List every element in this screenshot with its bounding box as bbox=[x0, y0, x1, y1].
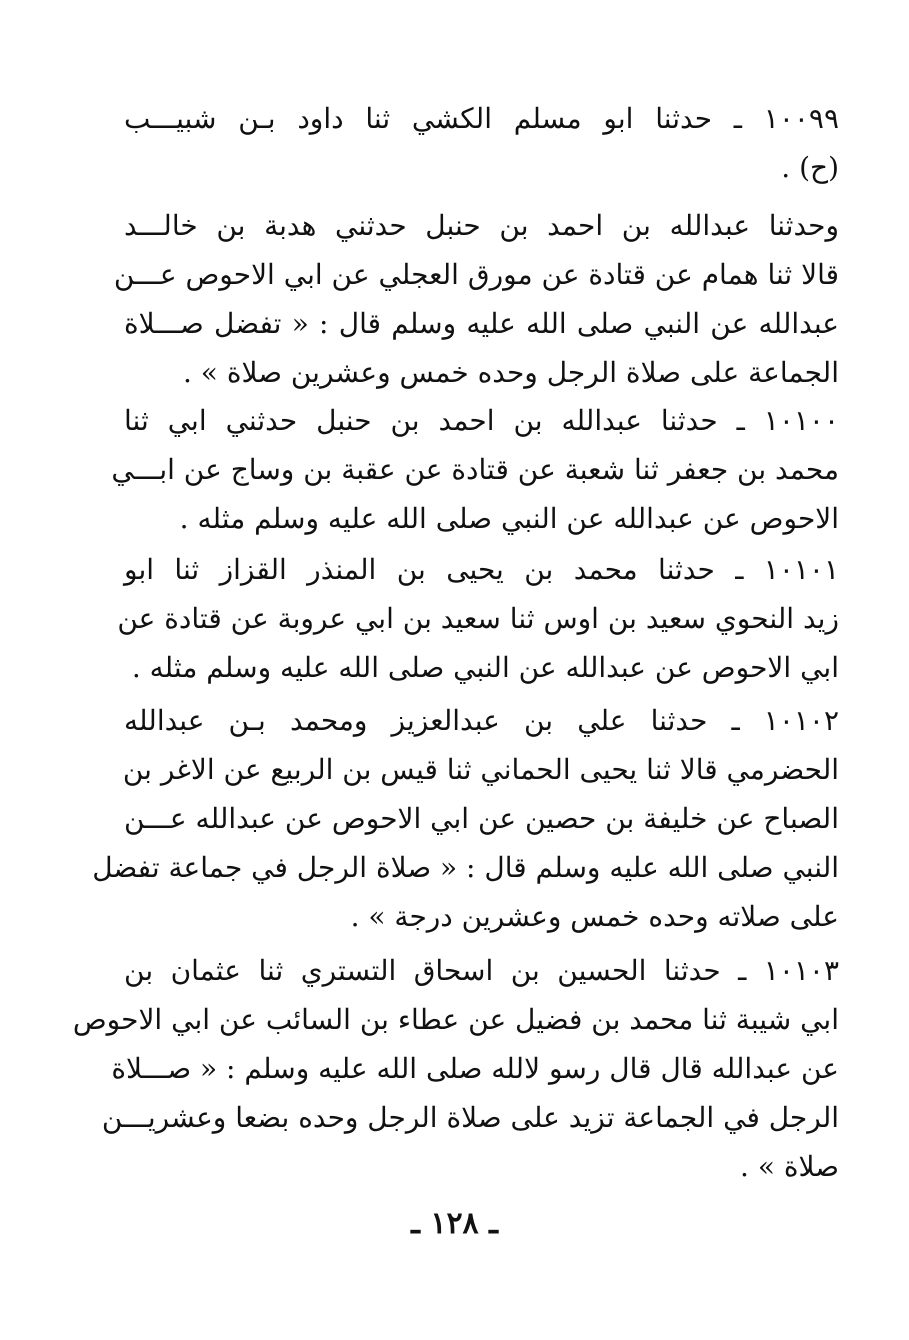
hadith-10102 bbox=[92, 696, 839, 941]
text-line: الحضرمي قالا ثنا يحيى الحماني ثنا قيس بن الربيع عن الاغر بن bbox=[122, 753, 839, 786]
hadith-10099-continuation bbox=[113, 201, 839, 397]
hadith-10099 bbox=[124, 94, 839, 192]
text-line: ١٠١٠٢ ـ حدثنا علي بن عبدالعزيز ومحمد بـن عبدالله bbox=[124, 704, 839, 737]
hadith-10100 bbox=[111, 396, 839, 543]
text-line: ١٠٠٩٩ ـ حدثنا ابو مسلم الكشي ثنا داود بـن شبيـــب bbox=[124, 102, 839, 135]
text-line: زيد النحوي سعيد بن اوس ثنا سعيد بن ابي عروبة عن قتادة عن bbox=[117, 602, 839, 635]
text-line: عن عبدالله قال قال رسو لالله صلى الله عليه وسلم : « صـــلاة bbox=[111, 1052, 839, 1085]
text-line: على صلاته وحده خمس وعشرين درجة » . bbox=[350, 900, 839, 933]
text-line: وحدثنا عبدالله بن احمد بن حنبل حدثني هدبة بن خالـــد bbox=[124, 209, 839, 242]
hadith-10101 bbox=[117, 545, 839, 692]
text-line: ١٠١٠٣ ـ حدثنا الحسين بن اسحاق التستري ثنا عثمان بن bbox=[124, 954, 839, 987]
text-line: الرجل في الجماعة تزيد على صلاة الرجل وحده بضعا وعشريـــن bbox=[101, 1101, 839, 1134]
text-line: (ح) . bbox=[781, 151, 839, 184]
text-line: الصباح عن خليفة بن حصين عن ابي الاحوص عن عبدالله عـــن bbox=[124, 802, 839, 835]
text-line: الاحوص عن عبدالله عن النبي صلى الله عليه وسلم مثله . bbox=[179, 502, 839, 535]
text-line: عبدالله عن النبي صلى الله عليه وسلم قال : « تفضل صـــلاة bbox=[124, 307, 839, 340]
text-line: ابي شيبة ثنا محمد بن فضيل عن عطاء بن السائب عن ابي الاحوص bbox=[72, 1003, 839, 1036]
text-line: قالا ثنا همام عن قتادة عن مورق العجلي عن ابي الاحوص عـــن bbox=[113, 258, 839, 291]
text-line: صلاة » . bbox=[740, 1150, 839, 1183]
text-line: الجماعة على صلاة الرجل وحده خمس وعشرين صلاة » . bbox=[182, 356, 839, 389]
text-line: محمد بن جعفر ثنا شعبة عن قتادة عن عقبة بن وساج عن ابـــي bbox=[111, 453, 839, 486]
hadith-10103 bbox=[72, 946, 839, 1191]
text-line: ١٠١٠١ ـ حدثنا محمد بن يحيى بن المنذر القزاز ثنا ابو bbox=[124, 553, 839, 586]
text-line: النبي صلى الله عليه وسلم قال : « صلاة الرجل في جماعة تفضل bbox=[92, 851, 839, 884]
text-line: ابي الاحوص عن عبدالله عن النبي صلى الله عليه وسلم مثله . bbox=[131, 651, 839, 684]
page-number: ـ ١٢٨ ـ bbox=[411, 1206, 498, 1241]
text-line: ١٠١٠٠ ـ حدثنا عبدالله بن احمد بن حنبل حدثني ابي ثنا bbox=[124, 404, 839, 437]
